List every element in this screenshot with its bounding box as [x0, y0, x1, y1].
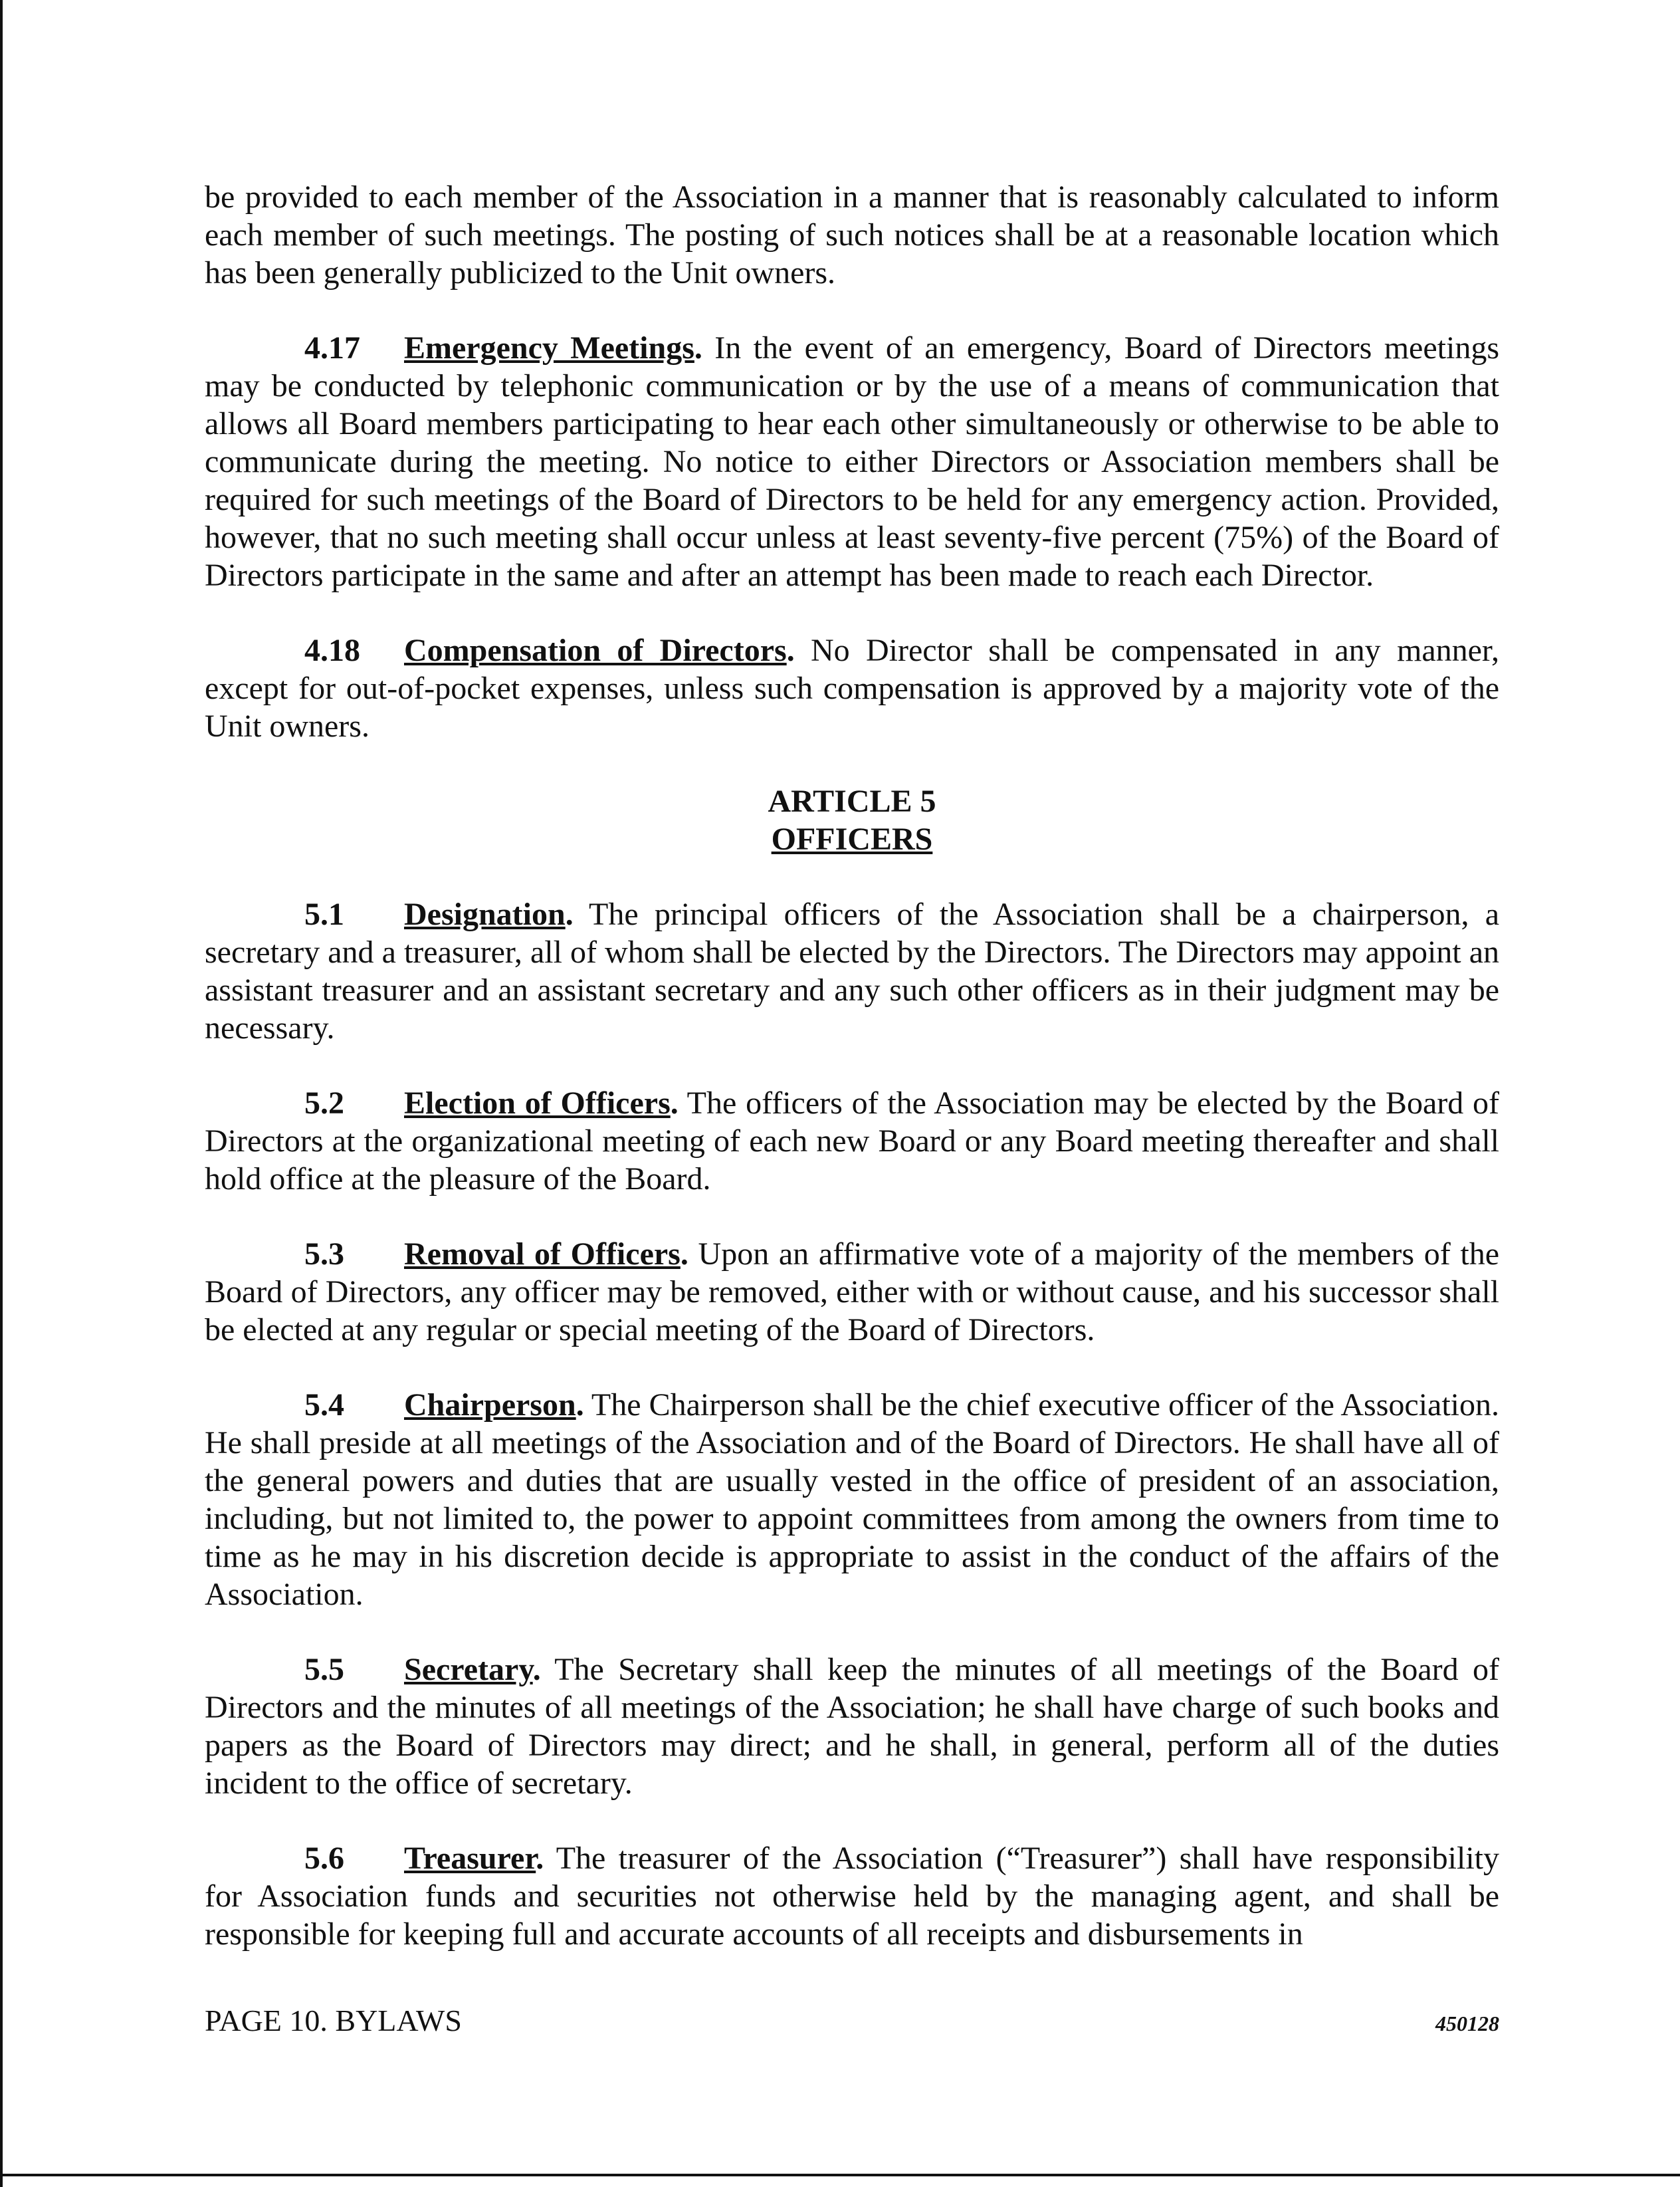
article-title: ARTICLE 5	[768, 784, 936, 819]
section-4-18: 4.18 Compensation of Directors. No Director shall be compensated in any manner, except for out-of-pocket expenses, unless such compensation is approved by a majority vote of the Unit owners.	[205, 633, 1499, 744]
document-body	[205, 178, 1499, 1990]
section-heading: Removal of Officers	[404, 1236, 681, 1272]
section-number: 5.2	[304, 1086, 344, 1121]
section-number: 5.4	[304, 1387, 344, 1423]
section-heading: Election of Officers	[404, 1086, 671, 1121]
section-text: The principal officers of the Association shall be a chairperson, a secretary and a treasurer, all of whom shall be elected by the Directors. The Directors may appoint an assistant treasurer and an assistant secretary and any such other officers as in their judgment may be necessary.	[205, 897, 1499, 1046]
section-heading: Compensation of Directors	[404, 633, 787, 668]
section-5-6: 5.6 Treasurer. The treasurer of the Association (“Treasurer”) shall have responsibility for Association funds and securities not otherwise held by the managing agent, and shall be responsible for keeping full and accurate accounts of all receipts and disbursements in	[205, 1841, 1499, 1952]
article-subtitle: OFFICERS	[771, 822, 933, 857]
section-heading: Secretary	[404, 1652, 533, 1687]
section-5-3: 5.3 Removal of Officers. Upon an affirmative vote of a majority of the members of the Board of Directors, any officer may be removed, either with or without cause, and his successor shall be elected at any regular or special meeting of the Board of Directors.	[205, 1236, 1499, 1347]
section-number: 4.18	[304, 633, 360, 668]
section-text: The treasurer of the Association (“Treasurer”) shall have responsibility for Association funds and securities not otherwise held by the managing agent, and shall be responsible for keeping full and accurate accounts of all receipts and disbursements in	[205, 1841, 1499, 1952]
section-heading: Emergency Meetings	[404, 330, 694, 366]
section-5-1: 5.1 Designation. The principal officers of the Association shall be a chairperson, a secretary and a treasurer, all of whom shall be elected by the Directors. The Directors may appoint an assistant treasurer and an assistant secretary and any such other officers as in their judgment may be necessary.	[205, 897, 1499, 1046]
section-5-4: 5.4 Chairperson. The Chairperson shall be the chief executive officer of the Association. He shall preside at all meetings of the Association and of the Board of Directors. He shall have all of the general powers and duties that are usually vested in the office of president of an association, including, but not limited to, the power to appoint committees from among the owners from time to time as he may in his discretion decide is appropriate to assist in the conduct of the affairs of the Association.	[205, 1387, 1499, 1612]
section-text: The Secretary shall keep the minutes of all meetings of the Board of Directors and the minutes of all meetings of the Association; he shall have charge of such books and papers as the Board of Directors may direct; and he shall, in general, perform all of the duties incident to the office of secretary.	[205, 1652, 1499, 1801]
section-number: 5.6	[304, 1841, 344, 1876]
section-text: The Chairperson shall be the chief executive officer of the Association. He shall preside at all meetings of the Association and of the Board of Directors. He shall have all of the general powers and duties that are usually vested in the office of president of an association, including, but not limited to, the power to appoint committees from among the owners from time to time as he may in his discretion decide is appropriate to assist in the conduct of the affairs of the Association.	[205, 1387, 1499, 1612]
section-heading: Chairperson	[404, 1387, 576, 1423]
section-5-5: 5.5 Secretary. The Secretary shall keep the minutes of all meetings of the Board of Directors and the minutes of all meetings of the Association; he shall have charge of such books and papers as the Board of Directors may direct; and he shall, in general, perform all of the duties incident to the office of secretary.	[205, 1652, 1499, 1801]
section-text: In the event of an emergency, Board of Directors meetings may be conducted by telephonic communication or by the use of a means of communication that allows all Board members participating to hear each other simultaneously or otherwise to be able to communicate during the meeting. No notice to either Directors or Association members shall be required for such meetings of the Board of Directors to be held for any emergency action. Provided, however, that no such meeting shall occur unless at least seventy-five percent (75%) of the Board of Directors participate in the same and after an attempt has been made to reach each Director.	[205, 330, 1500, 593]
section-number: 5.3	[304, 1236, 344, 1272]
article-heading	[205, 782, 1499, 858]
section-text: The officers of the Association may be elected by the Board of Directors at the organizational meeting of each new Board or any Board meeting thereafter and shall hold office at the pleasure of the Board.	[205, 1086, 1499, 1197]
section-number: 4.17	[304, 330, 360, 366]
footer-doc-id: 450128	[1435, 2012, 1499, 2035]
scan-bottom-edge	[0, 2174, 1680, 2176]
section-text: No Director shall be compensated in any manner, except for out-of-pocket expenses, unless such compensation is approved by a majority vote of the Unit owners.	[205, 633, 1499, 744]
section-number: 5.5	[304, 1652, 344, 1687]
section-text: Upon an affirmative vote of a majority of the members of the Board of Directors, any officer may be removed, either with or without cause, and his successor shall be elected at any regular or special meeting of the Board of Directors.	[205, 1236, 1499, 1347]
footer-page-label: PAGE 10. BYLAWS	[205, 2004, 462, 2037]
section-5-2: 5.2 Election of Officers. The officers of the Association may be elected by the Board of Directors at the organizational meeting of each new Board or any Board meeting thereafter and shall hold office at the pleasure of the Board.	[205, 1086, 1499, 1197]
section-4-17: 4.17 Emergency Meetings. In the event of an emergency, Board of Directors meetings may be conducted by telephonic communication or by the use of a means of communication that allows all Board members participating to hear each other simultaneously or otherwise to be able to communicate during the meeting. No notice to either Directors or Association members shall be required for such meetings of the Board of Directors to be held for any emergency action. Provided, however, that no such meeting shall occur unless at least seventy-five percent (75%) of the Board of Directors participate in the same and after an attempt has been made to reach each Director.	[205, 330, 1500, 593]
intro-paragraph: be provided to each member of the Association in a manner that is reasonably calculated to inform each member of such meetings. The posting of such notices shall be at a reasonable location which has been generally publicized to the Unit owners.	[205, 179, 1499, 290]
section-heading: Designation	[404, 897, 566, 932]
section-number: 5.1	[304, 897, 344, 932]
section-heading: Treasurer	[404, 1841, 536, 1876]
scan-left-edge	[0, 0, 3, 2187]
